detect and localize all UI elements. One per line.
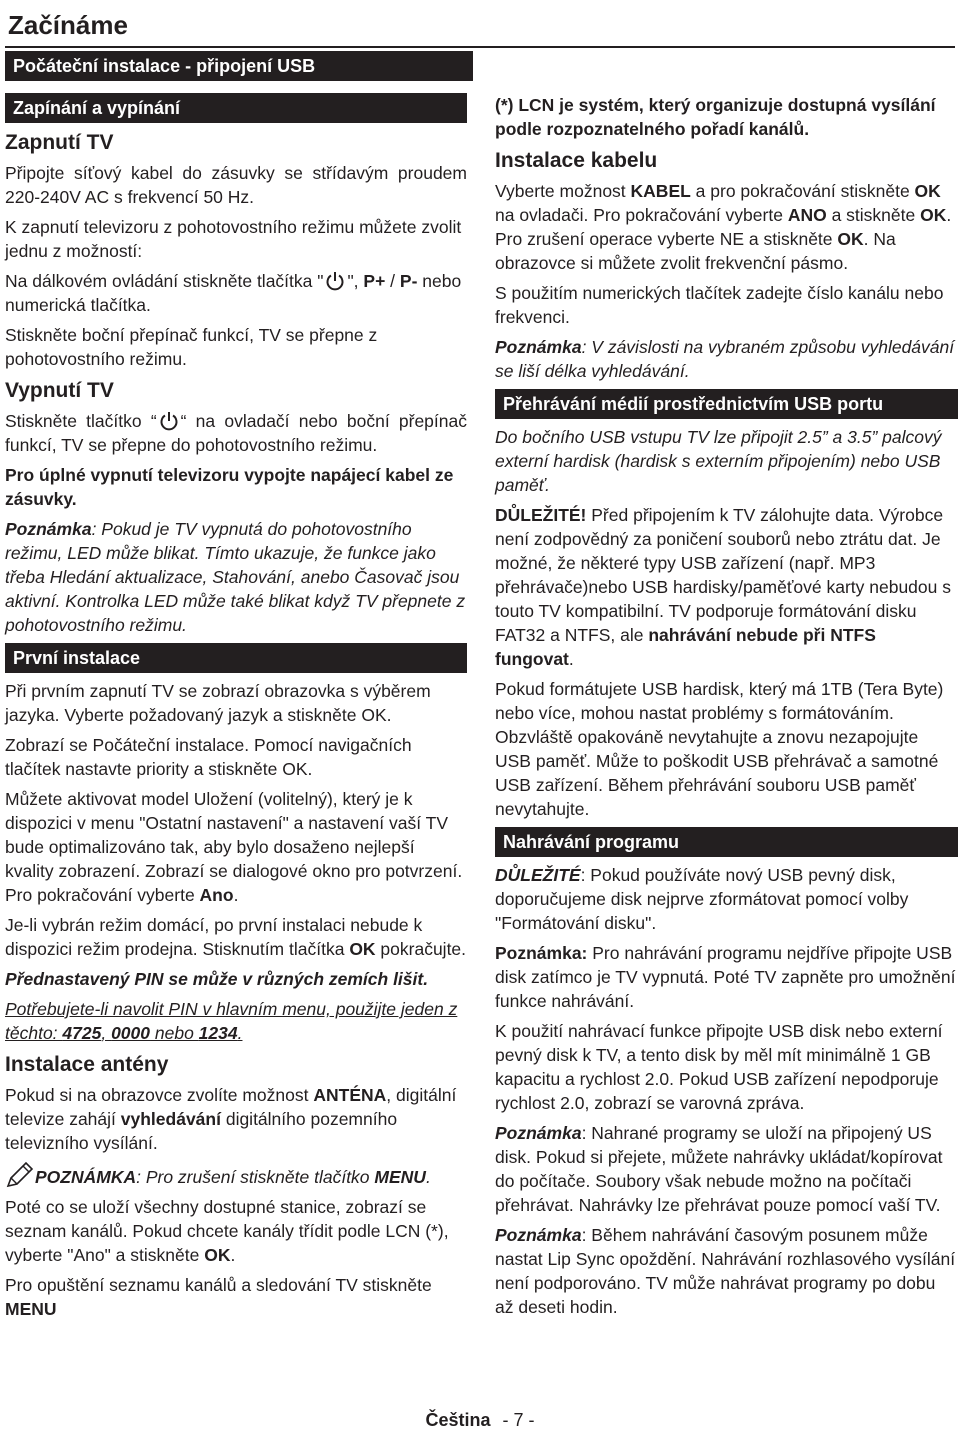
paragraph-cable-select: Vyberte možnost KABEL a pro pokračování stiskněte OK na ovladači. Pro pokračování vyberte ANO a stiskněte OK. Pro zrušení operace vyberte NE a stiskněte OK. Na obrazovce si můžete zvolit frekvenční pásmo. <box>495 181 952 273</box>
paragraph-turn-off: Stiskněte tlačítko “ “ na ovladačí nebo boční přepínač funkcí, TV se přepne do pohotovostního režimu. <box>5 411 467 455</box>
paragraph-home-mode: Je-li vybrán režim domácí, po první instalaci nebude k dispozici režim prodejna. Stisknutím tlačítka OK pokračujte. <box>5 915 467 959</box>
paragraph-power-cable: Připojte síťový kabel do zásuvky se střídavým proudem 220-240V AC s frekvencí 50 Hz. <box>5 163 467 207</box>
paragraph-side-switch: Stiskněte boční přepínač funkcí, TV se přepne z pohotovostního režimu. <box>5 325 378 369</box>
paragraph-rec-storage: Poznámka: Nahrané programy se uloží na připojený US disk. Pokud si přejete, můžete nahrávky ukládat/kopírovat do počítače. Soubory však nebude možno na počítači přehrávat. Nahrávky lze přehrávat pouze pomocí vaší TV. <box>495 1123 943 1215</box>
power-icon <box>325 271 345 291</box>
paragraph-exit-list: Pro opuštění seznamu kanálů a sledování TV stiskněte MENU <box>5 1275 432 1319</box>
paragraph-lcn: (*) LCN je systém, který organizuje dostupná vysílání podle rozpoznatelného pořadí kanálů. <box>495 95 936 139</box>
paragraph-usb-important: DŮLEŽITÉ! Před připojením k TV zálohujte data. Výrobce není zodpovědný za poničení souborů nebo ztrátu dat. Je možné, že některé typy USB zařízení (např. MP3 přehrávače)nebo USB hardisky/paměťové karty nebudou s touto TV kompatibilní. TV podporuje formátování disku FAT32 a NTFS, ale nahrávání nebude při NTFS fungovat. <box>495 505 951 669</box>
paragraph-pin-codes: Potřebujete-li navolit PIN v hlavním menu, použijte jeden z těchto: 4725, 0000 nebo 1234. <box>5 999 458 1043</box>
heading-power-off: Vypnutí TV <box>5 379 114 402</box>
paragraph-rec-note: Poznámka: Pro nahrávání programu nejdříve připojte USB disk zatímco je TV vypnutá. Poté TV zapněte pro umožnění funkce nahrávání. <box>495 943 956 1011</box>
section-bar-power: Zapínání a vypínání <box>5 93 467 123</box>
left-column <box>5 93 467 1327</box>
note-usb-hdd: Do bočního USB vstupu TV lze připojit 2.5” a 3.5” palcový externí hardisk (hardisk s externím připojením) nebo USB paměť. <box>495 427 942 495</box>
paragraph-language: Při prvním zapnutí TV se zobrazí obrazovka s výběrem jazyka. Vyberte požadovaný jazyk a stiskněte OK. <box>5 681 431 725</box>
heading-cable: Instalace kabelu <box>495 149 658 172</box>
paragraph-usb-format: Pokud formátujete USB hardisk, který má 1TB (Tera Byte) nebo více, mohou nastat problémy s formátováním. Obzvláště opakováně nevytahujte a znovu nezapojujte USB paměť. Může to poškodit USB přehrávač a samotné USB zařízení. Během přehrávání souboru USB paměť nevytahujte. <box>495 679 944 819</box>
note-led: Poznámka: Pokud je TV vypnutá do pohotovostního režimu, LED může blikat. Tímto ukazuje, že funkce jako třeba Hledání aktualizace, Stahování, anebo Časovač jsou aktivní. Kontrolka LED může také blikat když TV přepnete z pohotovostního režimu. <box>5 519 466 635</box>
section-bar-usb-playback: Přehrávání médií prostřednictvím USB portu <box>495 389 958 419</box>
page-footer <box>0 1410 960 1431</box>
paragraph-rec-important: DŮLEŽITÉ: Pokud používáte nový USB pevný disk, doporučujeme disk nejprve zformátovat pomocí volby "Formátování disku". <box>495 865 909 933</box>
paragraph-pin-vary: Přednastavený PIN se může v různých zemích lišit. <box>5 969 429 989</box>
paragraph-initial-install: Zobrazí se Počáteční instalace. Pomocí navigačních tlačítek nastavte priority a stiskněte OK. <box>5 735 412 779</box>
section-bar-usb-install: Počáteční instalace - připojení USB <box>5 51 473 81</box>
right-column <box>495 93 958 1325</box>
title-rule <box>5 46 955 48</box>
paragraph-rec-timeshift: Poznámka: Během nahrávání časovým posunem může nastat Lip Sync opoždění. Nahrávání rozhlasového vysílání není podporováno. TV může nahrávat programy po dobu až deseti hodin. <box>495 1225 956 1317</box>
paragraph-standby-options: K zapnutí televizoru z pohotovostního režimu můžete zvolit jednu z možností: <box>5 217 462 261</box>
paragraph-unplug: Pro úplné vypnutí televizoru vypojte napájecí kabel ze zásuvky. <box>5 465 454 509</box>
page-title: Začínáme <box>8 10 128 40</box>
paragraph-antenna: Pokud si na obrazovce zvolíte možnost ANTÉNA, digitální televize zahájí vyhledávání digitálního pozemního televizního vysílání. <box>5 1085 457 1153</box>
paragraph-channel-number: S použitím numerických tlačítek zadejte číslo kanálu nebo frekvenci. <box>495 283 944 327</box>
paragraph-rec-requirements: K použití nahrávací funkce připojte USB disk nebo externí pevný disk k TV, a tento disk by měl mít minimálně 1 GB kapacitu a rychlost 2.0. Pokud USB zařízení nepodporuje rychlost 2.0, zobrazí se varovná zpráva. <box>495 1021 943 1113</box>
paragraph-store-mode: Můžete aktivovat model Uložení (volitelný), který je k dispozici v menu "Ostatní nastavení" a nastavení vaší TV bude optimalizováno tak, aby bylo dosaženo nejlepší kvality zobrazení. Zobrazí se dialogové okno pro potvrzení. Pro pokračování vyberte Ano. <box>5 789 463 905</box>
paragraph-channel-list: Poté co se uloží všechny dostupné stanice, zobrazí se seznam kanálů. Pokud chcete kanály třídit podle LCN (*), vyberte "Ano" a stiskněte OK. <box>5 1197 449 1265</box>
paragraph-remote-buttons: Na dálkovém ovládání stiskněte tlačítka " ", P+ / P- nebo numerická tlačítka. <box>5 271 462 315</box>
note-search-duration: Poznámka: V závislosti na vybraném způsobu vyhledávání se liší délka vyhledávání. <box>495 337 955 381</box>
heading-antenna: Instalace antény <box>5 1053 169 1076</box>
footer-language: Čeština <box>425 1410 491 1430</box>
page-number: - 7 - <box>502 1410 535 1430</box>
note-cancel: POZNÁMKA: Pro zrušení stiskněte tlačítko MENU. <box>5 1161 467 1189</box>
pencil-icon <box>5 1161 35 1189</box>
section-bar-recording: Nahrávání programu <box>495 827 958 857</box>
heading-power-on: Zapnutí TV <box>5 131 114 154</box>
power-icon <box>159 411 179 431</box>
section-bar-first-install: První instalace <box>5 643 467 673</box>
